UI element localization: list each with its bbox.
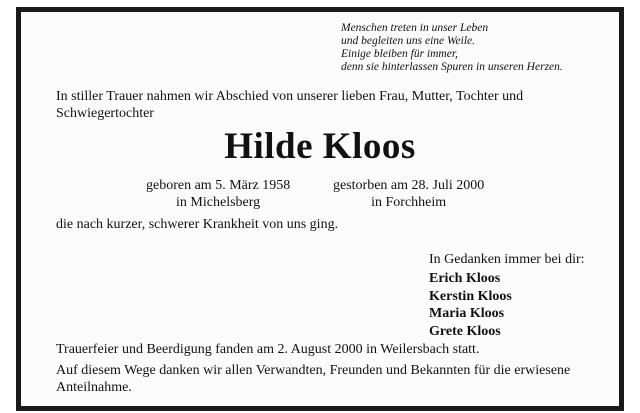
- poem-line: denn sie hinterlassen Spuren in unseren Herzen.: [341, 61, 563, 73]
- deceased-name: Hilde Kloos: [224, 126, 416, 167]
- funeral-text: Trauerfeier und Beerdigung fanden am 2. August 2000 in Weilersbach statt.: [56, 342, 480, 357]
- signer-name: Kerstin Kloos: [429, 288, 512, 304]
- signer-name: Erich Kloos: [429, 271, 501, 286]
- signers-list: [429, 270, 512, 340]
- poem-line: Menschen treten in unser Leben: [341, 22, 489, 34]
- signer-name: Grete Kloos: [429, 323, 501, 339]
- intro-text: In stiller Trauer nahmen wir Abschied von unserer lieben Frau, Mutter, Tochter und Schwiegertochter: [56, 89, 524, 121]
- poem: [341, 22, 563, 74]
- poem-line: und begleiten uns eine Weile.: [341, 35, 476, 47]
- birth-place: in Michelsberg: [176, 195, 261, 210]
- death-place: in Forchheim: [371, 195, 447, 210]
- poem-line: Einige bleiben für immer,: [341, 48, 458, 60]
- thoughts-heading: In Gedanken immer bei dir:: [429, 252, 585, 267]
- thanks-text: Auf diesem Wege danken wir allen Verwandten, Freunden und Bekannten für die erwiesene Anteilnahme.: [56, 363, 571, 395]
- birth-date: geboren am 5. März 1958: [146, 178, 291, 193]
- signer-name: Maria Kloos: [429, 306, 505, 321]
- reason-text: die nach kurzer, schwerer Krankheit von uns ging.: [56, 217, 339, 232]
- obituary-notice: [16, 7, 624, 411]
- death-info: [333, 177, 484, 211]
- death-date: gestorben am 28. Juli 2000: [333, 178, 485, 193]
- birth-info: [146, 177, 290, 211]
